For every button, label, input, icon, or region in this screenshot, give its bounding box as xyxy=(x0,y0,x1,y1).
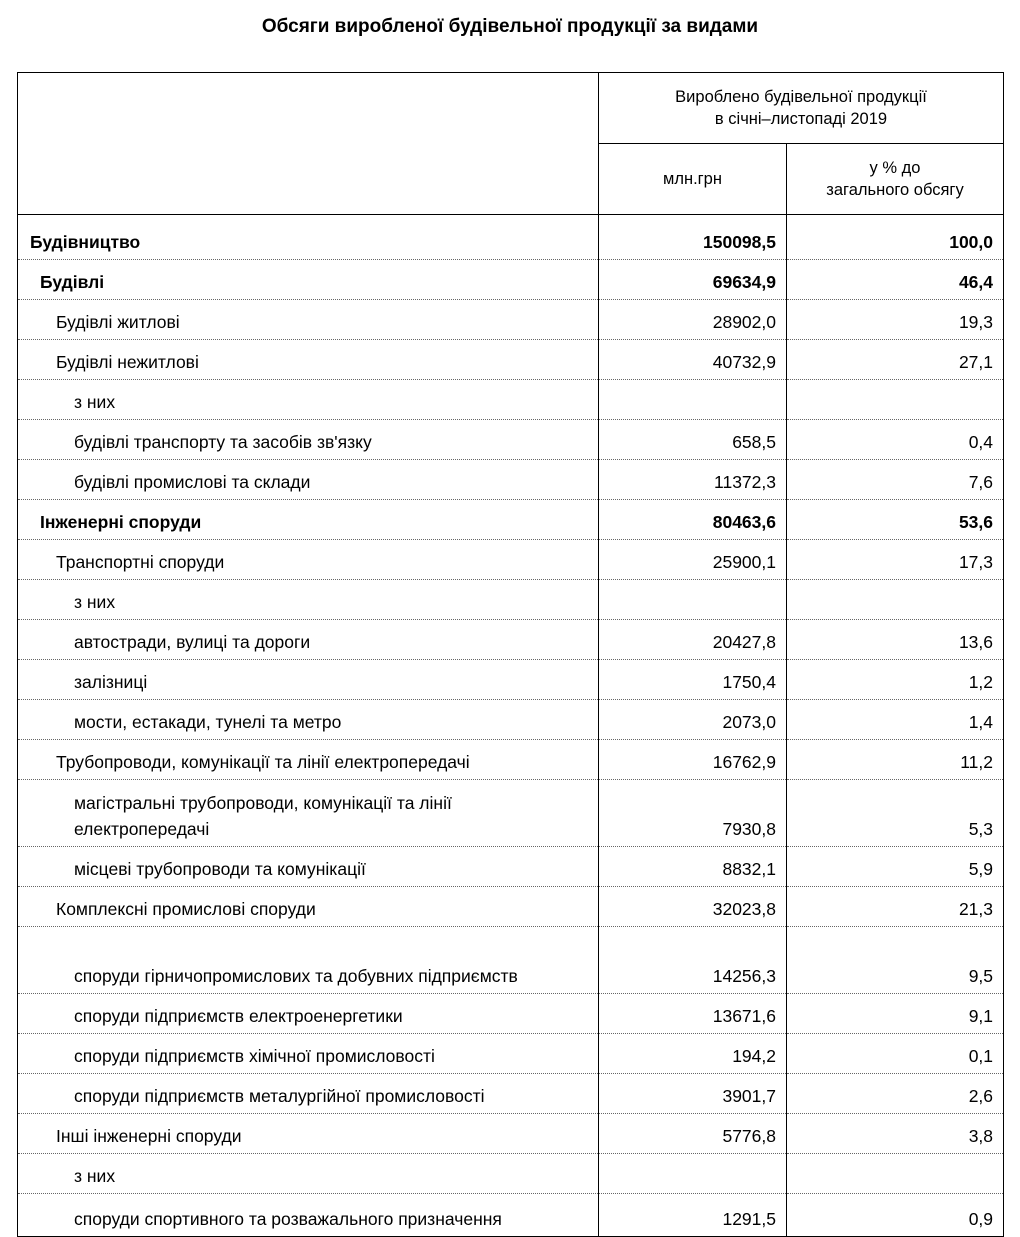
row-mln: 14256,3 xyxy=(599,927,787,994)
row-pct: 1,4 xyxy=(787,700,1004,740)
row-label: Трубопроводи, комунікації та лінії електропередачі xyxy=(18,740,599,780)
table-row xyxy=(18,1034,1004,1074)
row-pct: 5,9 xyxy=(787,847,1004,887)
table-row xyxy=(18,380,1004,420)
table-row xyxy=(18,460,1004,500)
row-pct: 46,4 xyxy=(787,260,1004,300)
construction-output-table xyxy=(17,72,1004,1237)
row-mln: 80463,6 xyxy=(599,500,787,540)
row-label: Інші інженерні споруди xyxy=(18,1114,599,1154)
row-pct: 27,1 xyxy=(787,340,1004,380)
row-label: з них xyxy=(18,1154,599,1194)
row-pct: 2,6 xyxy=(787,1074,1004,1114)
table-row xyxy=(18,887,1004,927)
table-row xyxy=(18,1114,1004,1154)
row-pct: 5,3 xyxy=(787,780,1004,847)
row-pct: 0,4 xyxy=(787,420,1004,460)
table-row xyxy=(18,847,1004,887)
row-mln: 150098,5 xyxy=(599,215,787,260)
table-row xyxy=(18,500,1004,540)
row-label: будівлі промислові та склади xyxy=(18,460,599,500)
row-mln: 2073,0 xyxy=(599,700,787,740)
row-mln: 7930,8 xyxy=(599,780,787,847)
row-mln: 25900,1 xyxy=(599,540,787,580)
header-pct-label: у % до загального обсягу xyxy=(826,159,964,199)
table-row xyxy=(18,1154,1004,1194)
row-mln: 658,5 xyxy=(599,420,787,460)
header-mln-label: млн.грн xyxy=(663,170,722,188)
row-pct: 19,3 xyxy=(787,300,1004,340)
row-label: споруди підприємств хімічної промисловості xyxy=(18,1034,599,1074)
row-label: місцеві трубопроводи та комунікації xyxy=(18,847,599,887)
header-group-label: Вироблено будівельної продукції в січні–листопаді 2019 xyxy=(675,88,927,128)
page-title: Обсяги виробленої будівельної продукції за видами xyxy=(261,16,759,37)
row-label: Інженерні споруди xyxy=(18,500,599,540)
table-row xyxy=(18,1194,1004,1237)
row-label: з них xyxy=(18,580,599,620)
row-mln: 5776,8 xyxy=(599,1114,787,1154)
row-mln xyxy=(599,580,787,620)
row-label: будівлі транспорту та засобів зв'язку xyxy=(18,420,599,460)
row-label: магістральні трубопроводи, комунікації та лінії електропередачі xyxy=(18,780,599,847)
table-row xyxy=(18,660,1004,700)
row-mln: 3901,7 xyxy=(599,1074,787,1114)
table-row xyxy=(18,215,1004,260)
row-pct xyxy=(787,380,1004,420)
row-label: з них xyxy=(18,380,599,420)
table-row xyxy=(18,300,1004,340)
row-pct: 13,6 xyxy=(787,620,1004,660)
row-label: споруди підприємств електроенергетики xyxy=(18,994,599,1034)
row-label: Будівництво xyxy=(18,215,599,260)
header-group xyxy=(599,73,1004,144)
row-pct xyxy=(787,580,1004,620)
row-pct: 0,9 xyxy=(787,1194,1004,1237)
row-mln: 8832,1 xyxy=(599,847,787,887)
row-label: Будівлі житлові xyxy=(18,300,599,340)
table-row xyxy=(18,620,1004,660)
table-row xyxy=(18,580,1004,620)
row-label: мости, естакади, тунелі та метро xyxy=(18,700,599,740)
table-row xyxy=(18,780,1004,847)
row-mln: 16762,9 xyxy=(599,740,787,780)
row-mln xyxy=(599,380,787,420)
row-mln: 1291,5 xyxy=(599,1194,787,1237)
table-row xyxy=(18,927,1004,994)
row-label: споруди гірничопромислових та добувних підприємств xyxy=(18,927,599,994)
row-pct: 100,0 xyxy=(787,215,1004,260)
table-row xyxy=(18,420,1004,460)
header-pct xyxy=(787,144,1004,215)
table-row xyxy=(18,1074,1004,1114)
row-pct xyxy=(787,1154,1004,1194)
header-mln xyxy=(599,144,787,215)
row-mln: 194,2 xyxy=(599,1034,787,1074)
row-mln: 69634,9 xyxy=(599,260,787,300)
row-mln: 28902,0 xyxy=(599,300,787,340)
table-row xyxy=(18,340,1004,380)
table-row xyxy=(18,540,1004,580)
table-row xyxy=(18,740,1004,780)
row-pct: 11,2 xyxy=(787,740,1004,780)
row-pct: 9,5 xyxy=(787,927,1004,994)
row-label: залізниці xyxy=(18,660,599,700)
row-pct: 0,1 xyxy=(787,1034,1004,1074)
row-mln: 32023,8 xyxy=(599,887,787,927)
row-pct: 9,1 xyxy=(787,994,1004,1034)
row-pct: 17,3 xyxy=(787,540,1004,580)
row-pct: 1,2 xyxy=(787,660,1004,700)
table-row xyxy=(18,700,1004,740)
table-row xyxy=(18,260,1004,300)
row-mln: 1750,4 xyxy=(599,660,787,700)
row-mln: 13671,6 xyxy=(599,994,787,1034)
row-pct: 3,8 xyxy=(787,1114,1004,1154)
table-row xyxy=(18,994,1004,1034)
row-mln: 40732,9 xyxy=(599,340,787,380)
row-label: Транспортні споруди xyxy=(18,540,599,580)
row-mln xyxy=(599,1154,787,1194)
row-mln: 11372,3 xyxy=(599,460,787,500)
row-label: Будівлі нежитлові xyxy=(18,340,599,380)
row-label: Будівлі xyxy=(18,260,599,300)
row-pct: 21,3 xyxy=(787,887,1004,927)
row-mln: 20427,8 xyxy=(599,620,787,660)
header-empty-cell xyxy=(18,73,599,215)
row-pct: 53,6 xyxy=(787,500,1004,540)
row-label: споруди підприємств металургійної промисловості xyxy=(18,1074,599,1114)
row-label: Комплексні промислові споруди xyxy=(18,887,599,927)
row-pct: 7,6 xyxy=(787,460,1004,500)
row-label: автостради, вулиці та дороги xyxy=(18,620,599,660)
row-label: споруди спортивного та розважального призначення xyxy=(18,1194,599,1237)
